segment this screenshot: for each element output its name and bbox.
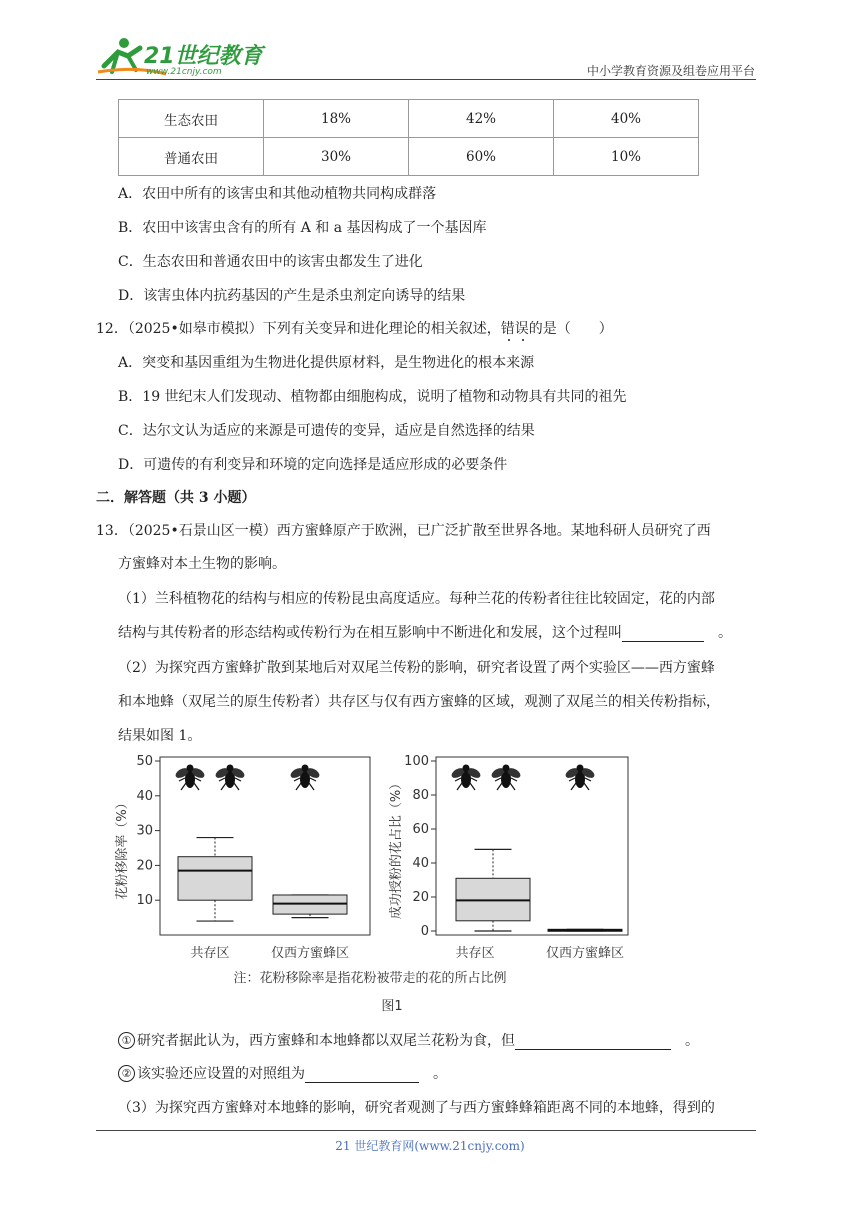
y-axis-label: 花粉移除率（%） bbox=[115, 796, 130, 900]
figure-note: 注：花粉移除率是指花粉被带走的花的所占比例 bbox=[233, 971, 507, 986]
q11-option-a: A．农田中所有的该害虫和其他动植物共同构成群落 bbox=[118, 186, 437, 202]
footer-text: 21 世纪教育网(www.21cnjy.com) bbox=[335, 1139, 525, 1153]
y-tick-label: 0 bbox=[420, 924, 429, 939]
q13-sub2 bbox=[118, 1063, 447, 1083]
header-platform-text: 中小学教育资源及组卷应用平台 bbox=[586, 64, 755, 78]
x-tick-label: 共存区 bbox=[190, 946, 230, 961]
header-divider bbox=[96, 79, 756, 80]
q13-part1-line1: （1）兰科植物花的结构与相应的传粉昆虫高度适应。每种兰花的传粉者往往比较固定，花的内部 bbox=[118, 591, 715, 607]
y-axis-ticks bbox=[404, 754, 436, 939]
y-tick-label: 10 bbox=[136, 893, 153, 909]
q13-sub1 bbox=[118, 1030, 699, 1050]
y-tick-label: 20 bbox=[136, 858, 153, 874]
section-heading: 二．解答题（共 3 小题） bbox=[96, 490, 256, 506]
q12-option-c: C．达尔文认为适应的来源是可遗传的变异，适应是自然选择的结果 bbox=[118, 423, 535, 439]
y-tick-label: 30 bbox=[136, 823, 153, 839]
q11-option-d: D．该害虫体内抗药基因的产生是杀虫剂定向诱导的结果 bbox=[118, 288, 466, 304]
table-row bbox=[119, 100, 699, 138]
y-tick-label: 20 bbox=[412, 890, 429, 905]
q12-stem bbox=[96, 318, 613, 338]
sub-number: ② bbox=[118, 1065, 135, 1082]
q13-part2-line3: 结果如图 1。 bbox=[118, 728, 202, 744]
x-tick-label: 仅西方蜜蜂区 bbox=[270, 946, 350, 961]
y-tick-label: 40 bbox=[136, 788, 153, 804]
q13-part1-end: 。 bbox=[718, 625, 732, 641]
table-cell: 30% bbox=[264, 138, 409, 176]
table-cell: 生态农田 bbox=[119, 100, 264, 138]
bee-icon bbox=[214, 765, 246, 791]
q12-stem-text: 12．（2025•如皋市模拟）下列有关变异和进化理论的相关叙述， bbox=[96, 321, 501, 337]
sub-number: ① bbox=[118, 1032, 135, 1049]
figure-caption: 图1 bbox=[381, 999, 403, 1014]
q13-part3: （3）为探究西方蜜蜂对本地蜂的影响，研究者观测了与西方蜜蜂蜂箱距离不同的本地蜂，得到的 bbox=[118, 1100, 715, 1116]
chart-left bbox=[114, 754, 370, 961]
emphasis-char: 错 bbox=[500, 321, 515, 337]
q13-sub1-end: 。 bbox=[685, 1033, 699, 1049]
logo-url: www.21cnjy.com bbox=[146, 67, 222, 77]
table-cell: 普通农田 bbox=[119, 138, 264, 176]
bee-icon bbox=[564, 765, 596, 791]
x-tick-label: 共存区 bbox=[455, 946, 495, 961]
table-cell: 60% bbox=[409, 138, 554, 176]
q12-option-d: D．可遗传的有利变异和环境的定向选择是适应形成的必要条件 bbox=[118, 457, 508, 473]
table-row bbox=[119, 138, 699, 176]
table-cell: 18% bbox=[264, 100, 409, 138]
y-axis-ticks bbox=[136, 754, 160, 908]
answer-blank[interactable] bbox=[515, 1035, 671, 1050]
bee-icon bbox=[289, 765, 321, 791]
q13-stem-line2: 方蜜蜂对本土生物的影响。 bbox=[118, 556, 286, 572]
q13-part1-line2 bbox=[118, 622, 732, 642]
y-tick-label: 50 bbox=[136, 754, 153, 769]
logo-text: 21世纪教育 bbox=[144, 44, 263, 69]
q12-option-b: B．19 世纪末人们发现动、植物都由细胞构成，说明了植物和动物具有共同的祖先 bbox=[118, 389, 627, 405]
bee-icon bbox=[490, 765, 522, 791]
q13-sub2-end: 。 bbox=[433, 1066, 447, 1082]
y-tick-label: 60 bbox=[412, 822, 429, 837]
answer-blank[interactable] bbox=[622, 627, 704, 642]
boxplot-series bbox=[456, 849, 622, 931]
box bbox=[178, 857, 252, 901]
logo bbox=[96, 36, 266, 78]
data-table bbox=[118, 99, 699, 176]
y-tick-label: 40 bbox=[412, 856, 429, 871]
x-tick-label: 仅西方蜜蜂区 bbox=[545, 946, 625, 961]
table-cell: 10% bbox=[554, 138, 699, 176]
table-cell: 42% bbox=[409, 100, 554, 138]
q13-part2-line1: （2）为探究西方蜜蜂扩散到某地后对双尾兰传粉的影响，研究者设置了两个实验区——西方蜜蜂 bbox=[118, 660, 715, 676]
q13-part2-line2: 和本地蜂（双尾兰的原生传粉者）共存区与仅有西方蜜蜂的区域，观测了双尾兰的相关传粉指标， bbox=[118, 694, 720, 710]
q13-sub2-text: 该实验还应设置的对照组为 bbox=[137, 1066, 305, 1082]
table-cell: 40% bbox=[554, 100, 699, 138]
answer-blank[interactable] bbox=[305, 1068, 419, 1083]
bee-icon bbox=[450, 765, 482, 791]
q13-part1-text: 结构与其传粉者的形态结构或传粉行为在相互影响中不断进化和发展，这个过程叫 bbox=[118, 625, 622, 641]
bee-icon bbox=[174, 765, 206, 791]
y-tick-label: 80 bbox=[412, 788, 429, 803]
boxplot-series bbox=[178, 838, 347, 922]
emphasis-char: 误 bbox=[514, 321, 529, 337]
q11-option-b: B．农田中该害虫含有的所有 A 和 a 基因构成了一个基因库 bbox=[118, 220, 487, 236]
footer-divider bbox=[96, 1130, 756, 1131]
q12-stem-end: 的是（ ） bbox=[528, 321, 613, 337]
q13-stem-line1: 13．（2025•石景山区一模）西方蜜蜂原产于欧洲，已广泛扩散至世界各地。某地科研人员研究了西 bbox=[96, 523, 711, 539]
q12-option-a: A．突变和基因重组为生物进化提供原材料，是生物进化的根本来源 bbox=[118, 355, 535, 371]
q13-sub1-text: 研究者据此认为，西方蜜蜂和本地蜂都以双尾兰花粉为食，但 bbox=[137, 1033, 515, 1049]
y-axis-label: 成功授粉的花占比（%） bbox=[389, 776, 404, 920]
q11-option-c: C．生态农田和普通农田中的该害虫都发生了进化 bbox=[118, 254, 423, 270]
chart-right bbox=[388, 754, 628, 961]
y-tick-label: 100 bbox=[404, 754, 429, 769]
figure-1 bbox=[110, 745, 630, 1020]
